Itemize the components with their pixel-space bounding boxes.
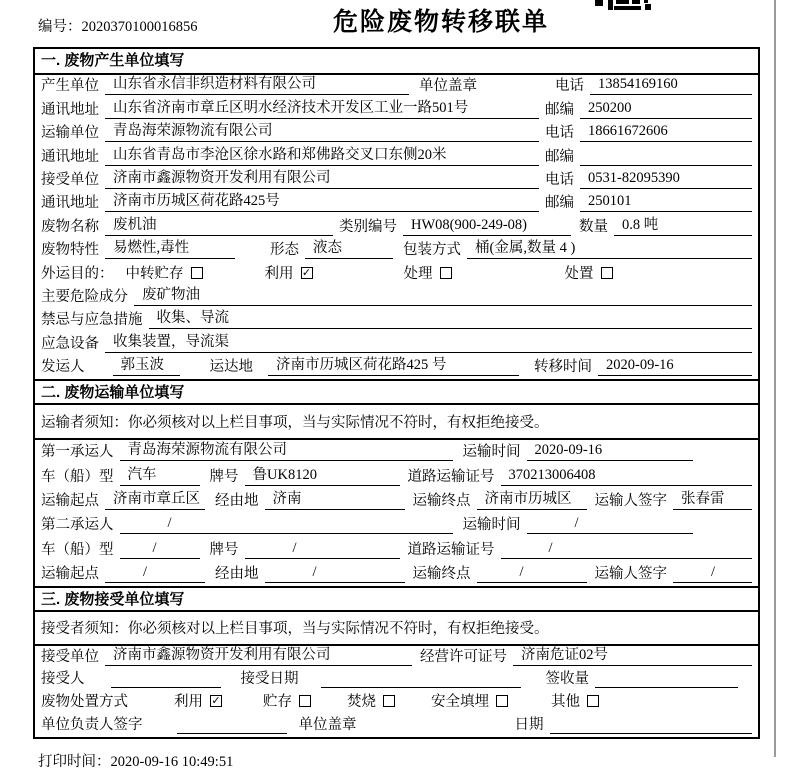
field-label: 产生单位 xyxy=(41,78,99,95)
field-label: 经由地 xyxy=(215,492,259,509)
checkbox-utilize: ✓ xyxy=(301,265,312,279)
field-label: 运输单位 xyxy=(41,125,99,142)
receiver-name-value: 济南市鑫源物资开发利用有限公司 xyxy=(105,170,539,189)
road-permit-1-value: 370213006408 xyxy=(501,467,753,486)
checkbox-disposal-utilize-group xyxy=(174,693,222,711)
field-label: 应急设备 xyxy=(41,335,99,352)
form-row xyxy=(35,513,758,537)
field-label: 单位负责人签字 xyxy=(41,717,143,734)
first-carrier-value: 青岛海荣源物流有限公司 xyxy=(120,442,453,461)
transporter-name-value: 青岛海荣源物流有限公司 xyxy=(105,123,539,142)
business-permit-number-value: 济南危证02号 xyxy=(513,647,752,666)
checkbox-transit-storage xyxy=(191,267,203,279)
field-label: 电话 xyxy=(555,78,584,95)
checkbox-disposal-store-label: 贮存 xyxy=(263,694,292,711)
plate-number-1-value: 鲁UK8120 xyxy=(245,467,400,486)
checkbox-dispose-group xyxy=(565,265,613,283)
checkbox-treat xyxy=(440,267,452,279)
checkbox-disposal-incinerate xyxy=(383,695,395,707)
transporter-postcode-value xyxy=(580,147,752,166)
field-label: 签收量 xyxy=(545,671,589,688)
field-label: 运输终点 xyxy=(412,492,471,509)
vehicle-type-2-value: / xyxy=(120,540,200,559)
transport-date-2-value: / xyxy=(527,515,693,534)
form-row xyxy=(35,537,758,561)
receiver-phone-value: 0531-82095390 xyxy=(580,170,752,189)
field-label: 形态 xyxy=(270,242,299,259)
field-label: 运输人签字 xyxy=(594,492,667,509)
serial-number xyxy=(38,15,198,36)
field-label: 转移时间 xyxy=(534,359,592,376)
checkbox-disposal-store xyxy=(299,695,311,707)
field-label: 第一承运人 xyxy=(41,444,114,461)
form-row xyxy=(35,262,758,285)
receiving-unit-value: 济南市鑫源物资开发利用有限公司 xyxy=(105,647,412,666)
seal-date-value xyxy=(550,715,753,734)
form-row xyxy=(35,562,758,586)
form-row xyxy=(35,646,758,669)
transport-date-1-value: 2020-09-16 xyxy=(527,442,693,461)
transporter-address-value: 山东省青岛市李沧区徐水路和郑佛路交叉口东侧20米 xyxy=(105,147,539,166)
page-edge-line xyxy=(774,0,776,757)
via-1-value: 济南 xyxy=(265,491,405,510)
packing-method-value: 桶(金属,数量 4 ) xyxy=(467,240,752,259)
terminus-2-value: / xyxy=(477,564,587,583)
receiver-person-value xyxy=(111,669,221,688)
form-row xyxy=(35,714,758,737)
field-label: 车（船）型 xyxy=(41,468,114,485)
checkbox-disposal-utilize: ✓ xyxy=(211,694,221,708)
field-label: 运达地 xyxy=(209,359,253,376)
section-transporter xyxy=(35,379,758,586)
field-label: 类别编号 xyxy=(339,218,397,235)
form-row xyxy=(35,98,758,121)
field-label: 运输人签字 xyxy=(594,565,667,582)
generator-name-value: 山东省永信非织造材料有限公司 xyxy=(105,76,409,95)
form-row xyxy=(35,215,758,238)
received-quantity-value xyxy=(595,669,738,688)
field-label: 道路运输证号 xyxy=(407,541,495,558)
checkbox-treat-group xyxy=(404,265,452,283)
field-label: 主要危险成分 xyxy=(41,288,128,305)
checkbox-utilize-group xyxy=(265,265,313,283)
field-label: 运输终点 xyxy=(412,565,471,582)
field-label: 牌号 xyxy=(209,468,239,485)
field-label: 运输时间 xyxy=(462,517,521,534)
shipper-name-value: 郭玉波 xyxy=(113,357,180,376)
serial-value: 2020370100016856 xyxy=(81,19,198,35)
transporter-phone-value: 18661672606 xyxy=(580,123,752,142)
generator-phone-value: 13854169160 xyxy=(590,76,752,95)
field-label: 禁忌与应急措施 xyxy=(41,312,143,329)
waste-characteristics-value: 易燃性,毒性 xyxy=(105,240,235,259)
checkbox-disposal-landfill xyxy=(496,695,508,707)
responsible-person-signature-value xyxy=(177,715,287,734)
print-time-label: 打印时间： xyxy=(38,754,111,770)
form-row xyxy=(35,691,758,714)
unit-seal-label: 单位盖章 xyxy=(419,78,477,95)
document-header xyxy=(0,0,796,46)
form-row xyxy=(35,239,758,262)
road-permit-2-value: / xyxy=(501,540,753,559)
field-label: 第二承运人 xyxy=(41,517,114,534)
transfer-form-table xyxy=(33,47,760,739)
form-row xyxy=(35,169,758,192)
terminus-1-value: 济南市历城区 xyxy=(477,491,587,510)
field-label: 发运人 xyxy=(41,359,85,376)
plate-number-2-value: / xyxy=(245,540,400,559)
field-label: 通讯地址 xyxy=(41,148,99,165)
receiver-postcode-value: 250101 xyxy=(580,193,752,212)
checkbox-disposal-utilize-label: 利用 xyxy=(174,694,203,711)
emergency-equipment-value: 收集装置，导流渠 xyxy=(105,334,752,353)
checkbox-treat-label: 处理 xyxy=(403,265,433,282)
section-header-transporter: 二. 废物运输单位填写 xyxy=(35,379,758,405)
field-label: 运输起点 xyxy=(41,492,99,509)
field-label: 道路运输证号 xyxy=(407,468,495,485)
carrier-signature-2-value: / xyxy=(673,564,752,583)
checkbox-disposal-store-group xyxy=(263,693,311,711)
form-row xyxy=(35,122,758,145)
checkbox-disposal-other-group xyxy=(551,693,599,711)
receiver-notice: 接受者须知：你必须核对以上栏目事项，当与实际情况不符时，有权拒绝接受。 xyxy=(35,612,758,646)
field-label: 通讯地址 xyxy=(41,101,99,118)
field-label: 经由地 xyxy=(215,565,259,582)
generator-postcode-value: 250200 xyxy=(580,100,752,119)
vehicle-type-1-value: 汽车 xyxy=(120,467,200,486)
field-label: 车（船）型 xyxy=(41,541,114,558)
origin-1-value: 济南市章丘区 xyxy=(105,491,205,510)
second-carrier-value: / xyxy=(120,515,453,534)
carrier-signature-1-value: 张春雷 xyxy=(673,491,752,510)
checkbox-transit-storage-group xyxy=(126,265,203,283)
section-header-receiver: 三. 废物接受单位填写 xyxy=(35,586,758,612)
waste-quantity-value: 0.8 吨 xyxy=(614,217,752,236)
form-row xyxy=(35,489,758,513)
destination-value: 济南市历城区荷花路425 号 xyxy=(268,357,519,376)
field-label: 电话 xyxy=(545,171,574,188)
waste-name-value: 废机油 xyxy=(105,217,333,236)
field-label: 经营许可证号 xyxy=(420,648,507,665)
transfer-date-value: 2020-09-16 xyxy=(598,357,752,376)
form-row xyxy=(35,75,758,98)
form-row xyxy=(35,145,758,168)
field-label: 外运目的： xyxy=(41,265,114,282)
checkbox-dispose xyxy=(601,267,613,279)
checkbox-disposal-other xyxy=(587,695,599,707)
main-hazard-component-value: 废矿物油 xyxy=(134,287,752,306)
waste-form-value: 液态 xyxy=(305,240,393,259)
receiver-address-value: 济南市历城区荷花路425号 xyxy=(105,193,539,212)
field-label: 废物特性 xyxy=(41,242,99,259)
field-label: 通讯地址 xyxy=(41,195,99,212)
field-label: 运输起点 xyxy=(41,565,99,582)
carrier-notice: 运输者须知：你必须核对以上栏目事项，当与实际情况不符时，有权拒绝接受。 xyxy=(35,405,758,440)
form-row xyxy=(35,356,758,379)
field-label: 电话 xyxy=(545,125,574,142)
field-label: 牌号 xyxy=(209,541,239,558)
form-row xyxy=(35,464,758,488)
via-2-value: / xyxy=(265,564,405,583)
serial-label: 编号： xyxy=(38,19,82,35)
field-label: 接受日期 xyxy=(240,671,299,688)
checkbox-disposal-other-label: 其他 xyxy=(551,694,580,711)
print-time-value: 2020-09-16 10:49:51 xyxy=(110,754,234,770)
form-row xyxy=(35,440,758,464)
form-row xyxy=(35,332,758,355)
field-label: 废物名称 xyxy=(41,218,99,235)
form-row xyxy=(35,192,758,215)
waste-category-code-value: HW08(900-249-08) xyxy=(403,217,571,236)
field-label: 日期 xyxy=(514,717,544,734)
checkbox-disposal-incinerate-group xyxy=(347,693,395,711)
checkbox-utilize-label: 利用 xyxy=(264,265,294,282)
field-label: 邮编 xyxy=(545,148,574,165)
origin-2-value: / xyxy=(105,564,205,583)
field-label: 包装方式 xyxy=(403,242,461,259)
emergency-measures-value: 收集、导流 xyxy=(149,310,753,329)
form-row xyxy=(35,669,758,692)
generator-address-value: 山东省济南市章丘区明水经济技术开发区工业一路501号 xyxy=(105,100,539,119)
receipt-date-value xyxy=(321,669,521,688)
field-label: 接受人 xyxy=(41,671,85,688)
field-label: 接受单位 xyxy=(41,171,99,188)
field-label: 运输时间 xyxy=(462,444,521,461)
form-row xyxy=(35,286,758,309)
checkbox-disposal-landfill-label: 安全填埋 xyxy=(431,694,489,711)
section-header-generator: 一. 废物产生单位填写 xyxy=(35,49,758,75)
checkbox-transit-storage-label: 中转贮存 xyxy=(125,265,184,282)
checkbox-disposal-landfill-group xyxy=(431,693,508,711)
field-label: 数量 xyxy=(579,218,608,235)
receiver-unit-seal-label: 单位盖章 xyxy=(298,717,357,734)
section-generator xyxy=(35,49,758,379)
form-row xyxy=(35,309,758,332)
qr-code-fragment xyxy=(595,0,655,11)
checkbox-dispose-label: 处置 xyxy=(564,265,594,282)
form-title: 危险废物转移联单 xyxy=(333,8,550,36)
section-receiver xyxy=(35,586,758,737)
field-label: 接受单位 xyxy=(41,648,99,665)
field-label: 邮编 xyxy=(545,101,574,118)
field-label: 废物处置方式 xyxy=(41,694,128,711)
field-label: 邮编 xyxy=(545,195,574,212)
checkbox-disposal-incinerate-label: 焚烧 xyxy=(347,694,376,711)
